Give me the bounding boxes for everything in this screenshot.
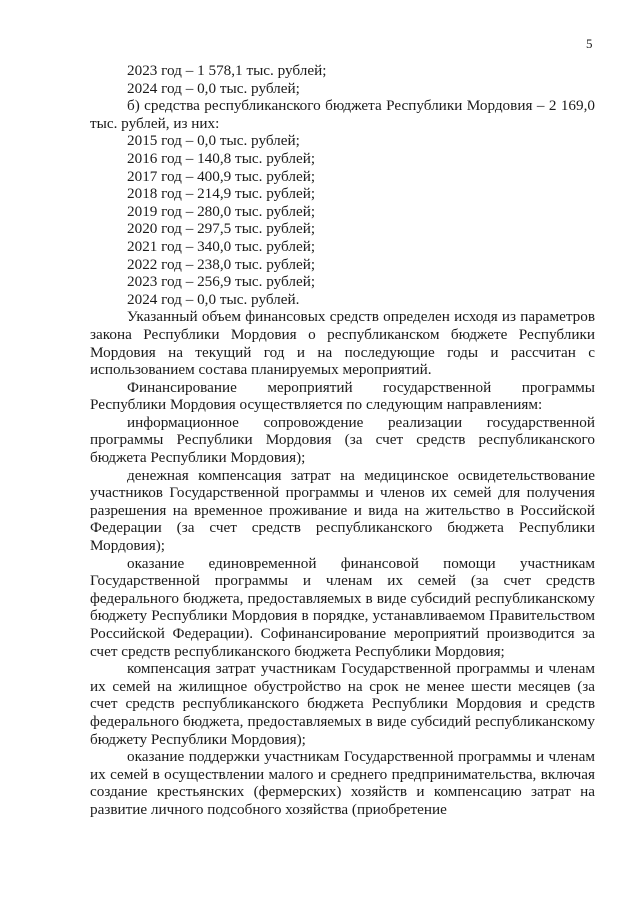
year-line: 2020 год – 297,5 тыс. рублей; [127, 220, 316, 238]
page-number: 5 [586, 36, 593, 51]
item-b-paragraph: б) средства республиканского бюджета Республики Мордовия – 2 169,0 тыс. рублей, из них: [90, 97, 595, 132]
year-line: 2024 год – 0,0 тыс. рублей. [127, 290, 300, 308]
year-line: 2023 год – 256,9 тыс. рублей; [127, 273, 316, 291]
year-line: 2016 год – 140,8 тыс. рублей; [127, 149, 316, 167]
year-line: 2022 год – 238,0 тыс. рублей; [127, 255, 316, 273]
year-line: 2018 год – 214,9 тыс. рублей; [127, 185, 316, 203]
year-line: 2015 год – 0,0 тыс. рублей; [127, 132, 300, 150]
paragraph-medical-compensation: денежная компенсация затрат на медицинское освидетельствование участников Государственной программы и членов их семей для получения разрешения на временное проживание и вида на жительство в Российской Федерации (за счет средств республиканского бюджета Республики Мордовия); [90, 466, 595, 555]
paragraph-information-support: информационное сопровождение реализации государственной программы Республики Мордовия (за счет средств республиканского бюджета Республики Мордовия); [90, 413, 595, 467]
paragraph-one-time-assistance: оказание единовременной финансовой помощи участникам Государственной программы и членам их семей (за счет средств федерального бюджета, предоставляемых в виде субсидий республиканскому бюджету Республики Мордовия в порядке, устанавливаемом Правительством Российской Федерации). Софинансирование мероприятий производится за счет средств республиканского бюджета Республики Мордовия; [90, 554, 595, 660]
year-line: 2023 год – 1 578,1 тыс. рублей; [127, 62, 327, 79]
paragraph-funding-volume: Указанный объем финансовых средств определен исходя из параметров закона Республики Мордовия о республиканском бюджете Республики Мордовия на текущий год и на последующие годы и рассчитан с использованием состава планируемых мероприятий. [90, 308, 595, 379]
year-line: 2019 год – 280,0 тыс. рублей; [127, 202, 316, 220]
paragraph-funding-directions: Финансирование мероприятий государственной программы Республики Мордовия осуществляется по следующим направлениям: [90, 378, 595, 414]
paragraph-business-support: оказание поддержки участникам Государственной программы и членам их семей в осуществлении малого и среднего предпринимательства, включая создание крестьянских (фермерских) хозяйств и компенсацию затрат на развитие личного подсобного хозяйства (приобретение [90, 748, 595, 818]
year-line: 2017 год – 400,9 тыс. рублей; [127, 167, 316, 185]
year-line: 2024 год – 0,0 тыс. рублей; [127, 79, 300, 97]
document-body [90, 62, 595, 819]
paragraph-housing-compensation: компенсация затрат участникам Государственной программы и членам их семей на жилищное обустройство на срок не менее шести месяцев (за счет средств республиканского бюджета Республики Мордовия и средств федерального бюджета, предоставляемых в виде субсидий республиканскому бюджету Республики Мордовия); [90, 660, 595, 748]
year-line: 2021 год – 340,0 тыс. рублей; [127, 237, 316, 255]
